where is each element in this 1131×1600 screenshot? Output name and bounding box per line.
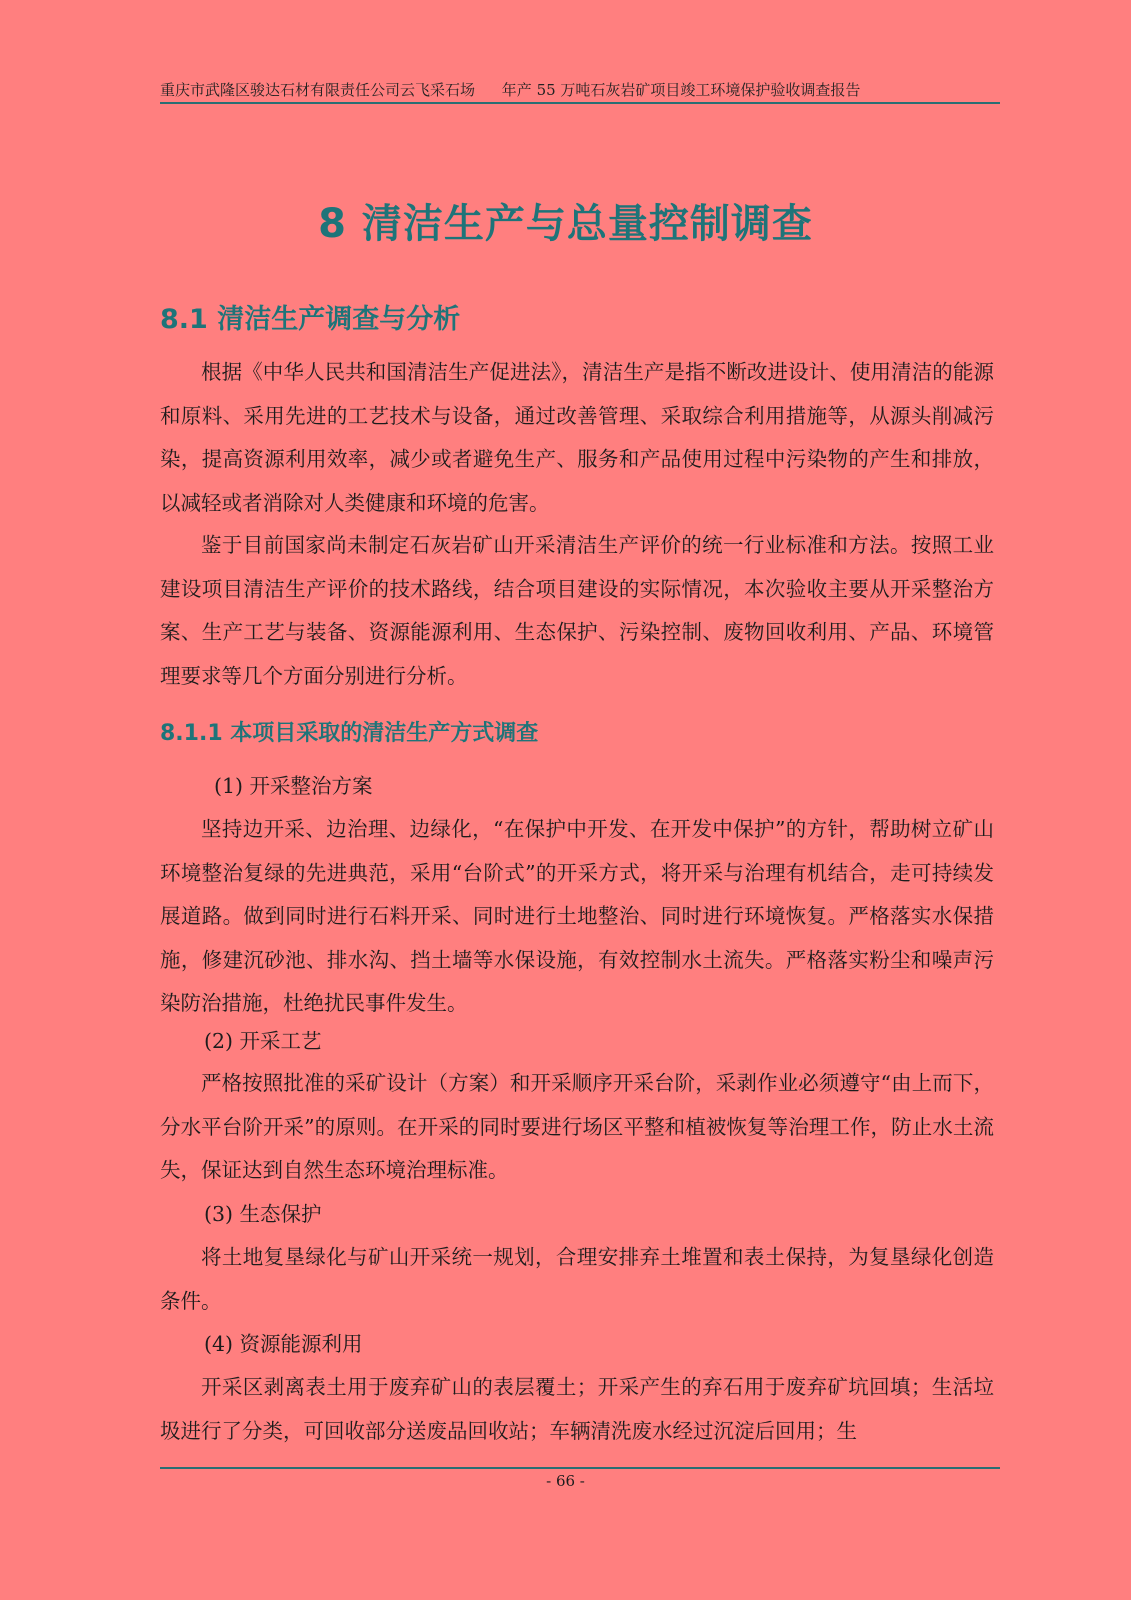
paragraph: 严格按照批准的采矿设计（方案）和开采顺序开采台阶，采剥作业必须遵守“由上而下，分水平台阶开采”的原则。在开采的同时要进行场区平整和植被恢复等治理工作，防止水土流失，保证达到自然生态环境治理标准。 bbox=[160, 1071, 994, 1182]
paragraph: 鉴于目前国家尚未制定石灰岩矿山开采清洁生产评价的统一行业标准和方法。按照工业建设项目清洁生产评价的技术路线，结合项目建设的实际情况，本次验收主要从开采整治方案、生产工艺与装备、资源能源利用、生态保护、污染控制、废物回收利用、产品、环境管理要求等几个方面分别进行分析。 bbox=[160, 533, 994, 688]
paragraph: 开采区剥离表土用于废弃矿山的表层覆土；开采产生的弃石用于废弃矿坑回填；生活垃圾进行了分类，可回收部分送废品回收站；车辆清洗废水经过沉淀后回用；生 bbox=[160, 1375, 994, 1443]
subsection-title: 8.1.1 本项目采取的清洁生产方式调查 bbox=[160, 721, 539, 746]
paragraph: 坚持边开采、边治理、边绿化，“在保护中开发、在开发中保护”的方针，帮助树立矿山环境整治复绿的先进典范，采用“台阶式”的开采方式，将开采与治理有机结合，走可持续发展道路。做到同时进行石料开采、同时进行土地整治、同时进行环境恢复。严格落实水保措施，修建沉砂池、排水沟、挡土墙等水保设施，有效控制水土流失。严格落实粉尘和噪声污染防治措施，杜绝扰民事件发生。 bbox=[160, 817, 994, 1015]
item-heading: (2) 开采工艺 bbox=[204, 1029, 322, 1053]
item-heading: (4) 资源能源利用 bbox=[204, 1332, 363, 1356]
page-number: - 66 - bbox=[546, 1472, 585, 1490]
paragraph: 将土地复垦绿化与矿山开采统一规划，合理安排弃土堆置和表土保持，为复垦绿化创造条件。 bbox=[160, 1245, 994, 1313]
header-report-title: 年产 55 万吨石灰岩矿项目竣工环境保护验收调查报告 bbox=[501, 81, 861, 99]
chapter-title: 8 清洁生产与总量控制调查 bbox=[318, 201, 813, 247]
paragraph: 根据《中华人民共和国清洁生产促进法》，清洁生产是指不断改进设计、使用清洁的能源和原料、采用先进的工艺技术与设备，通过改善管理、采取综合利用措施等，从源头削减污染，提高资源利用效率，减少或者避免生产、服务和产品使用过程中污染物的产生和排放，以减轻或者消除对人类健康和环境的危害。 bbox=[160, 360, 994, 515]
footer-divider bbox=[160, 1467, 1000, 1469]
item-heading: (3) 生态保护 bbox=[204, 1202, 322, 1226]
header-divider bbox=[160, 102, 1000, 104]
item-heading: (1) 开采整治方案 bbox=[214, 774, 373, 798]
header-company: 重庆市武隆区骏达石材有限责任公司云飞采石场 bbox=[160, 81, 476, 99]
section-title: 8.1 清洁生产调查与分析 bbox=[160, 304, 461, 335]
running-header bbox=[160, 80, 1000, 100]
